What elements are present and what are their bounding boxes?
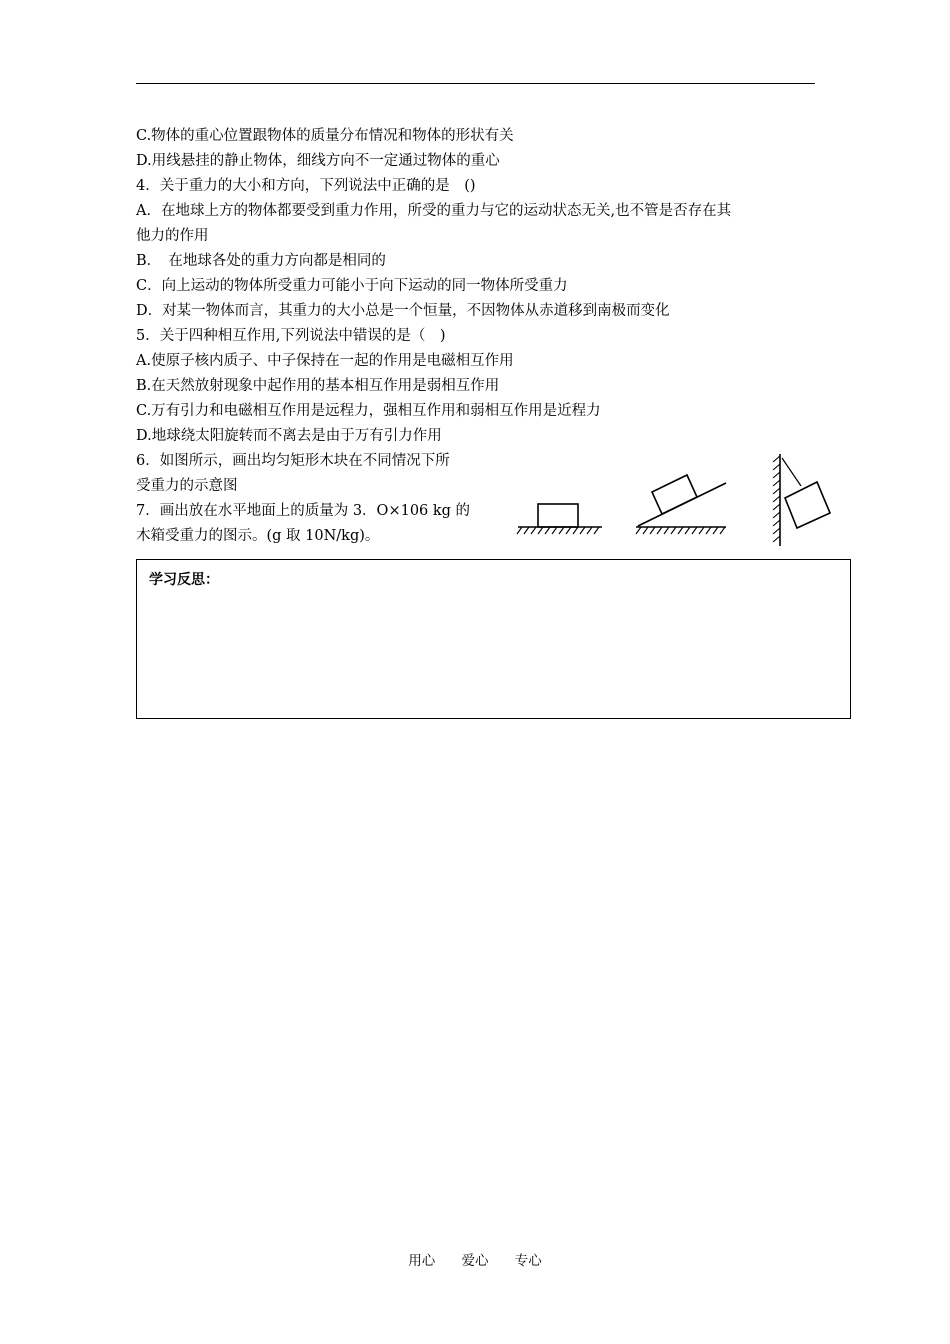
q5-option-a: A.使原子核内质子、中子保持在一起的作用是电磁相互作用 — [136, 353, 514, 369]
footer — [0, 1249, 950, 1269]
q4-stem: 4．关于重力的大小和方向，下列说法中正确的是 () — [136, 178, 476, 194]
footer-item: 爱心 — [461, 1253, 489, 1269]
footer-item: 用心 — [408, 1253, 436, 1269]
q6-stem-line1: 6．如图所示，画出均匀矩形木块在不同情况下所 — [136, 453, 450, 469]
block-on-floor-diagram — [517, 504, 602, 534]
q4-option-a-line2: 他力的作用 — [136, 228, 209, 244]
q4-option-b: B． 在地球各处的重力方向都是相同的 — [136, 253, 386, 269]
q4-option-a-line1: A．在地球上方的物体都要受到重力作用，所受的重力与它的运动状态无关,也不管是否存在其 — [136, 203, 732, 219]
q5-option-d: D.地球绕太阳旋转而不离去是由于万有引力作用 — [136, 428, 442, 444]
q5-stem: 5．关于四种相互作用,下列说法中错误的是（ ) — [136, 328, 446, 344]
q5-option-c: C.万有引力和电磁相互作用是远程力，强相互作用和弱相互作用是近程力 — [136, 403, 601, 419]
q5-option-b: B.在天然放射现象中起作用的基本相互作用是弱相互作用 — [136, 378, 500, 394]
q6-stem-line2: 受重力的示意图 — [136, 478, 238, 494]
q3-option-c: C.物体的重心位置跟物体的质量分布情况和物体的形状有关 — [136, 128, 514, 144]
header-rule — [136, 83, 815, 84]
q7-stem-line1: 7．画出放在水平地面上的质量为 3．O×106 kg 的 — [136, 503, 471, 519]
block-diagrams — [512, 446, 842, 552]
reflection-title: 学习反思： — [149, 572, 219, 588]
q4-option-d: D．对某一物体而言，其重力的大小总是一个恒量，不因物体从赤道移到南极而变化 — [136, 303, 670, 319]
footer-item: 专心 — [514, 1253, 542, 1269]
block-hanging-on-wall-diagram — [773, 454, 830, 546]
q3-option-d: D.用线悬挂的静止物体，细线方向不一定通过物体的重心 — [136, 153, 500, 169]
reflection-box — [136, 559, 851, 719]
q4-option-c: C．向上运动的物体所受重力可能小于向下运动的同一物体所受重力 — [136, 278, 568, 294]
q7-stem-line2: 木箱受重力的图示。(g 取 10N/kg)。 — [136, 528, 380, 544]
block-on-incline-diagram — [636, 475, 726, 534]
